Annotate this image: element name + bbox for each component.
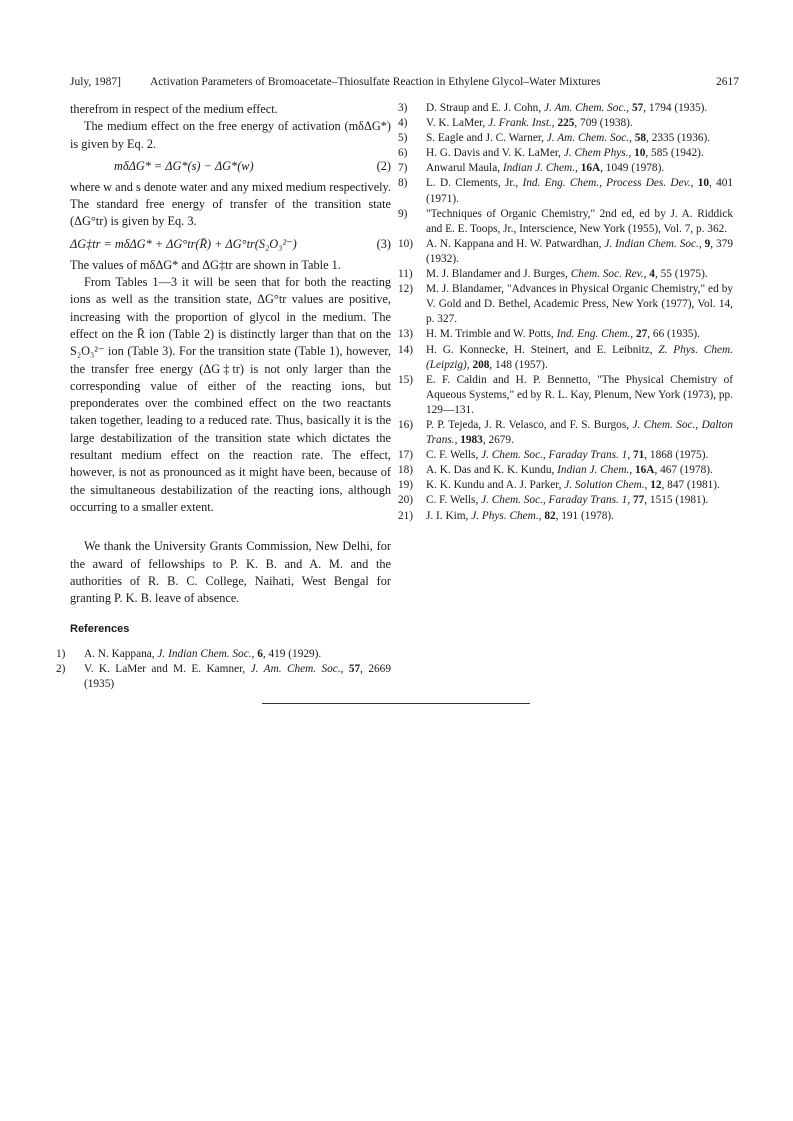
reference-authors: D. Straup and E. J. Cohn, (426, 102, 544, 114)
reference-entry (398, 267, 733, 282)
reference-volume: 16A (634, 464, 655, 477)
reference-volume: 9 (704, 237, 711, 250)
reference-pages-year: , 191 (1978). (555, 509, 614, 522)
reference-authors: "Techniques of Organic Chemistry," 2nd ed, ed by J. A. Riddick and E. E. Toops, Jr., Interscience, New York (1955), Vol. 7, p. 362. (426, 207, 733, 235)
page-number: 2617 (716, 76, 739, 88)
reference-authors: V. K. LaMer, (426, 117, 489, 130)
reference-volume: 77 (632, 494, 645, 507)
reference-pages-year: , 709 (1938). (574, 117, 633, 130)
reference-journal: J. Chem. Soc., Dalton Trans., (426, 418, 733, 447)
reference-pages-year: , 401 (1971). (426, 177, 734, 205)
reference-journal: J. Indian Chem. Soc., (604, 237, 705, 250)
reference-pages-year: , 1794 (1935). (643, 102, 708, 114)
equation-text: mδΔG* = ΔG*(s) − ΔG*(w) (114, 158, 254, 173)
reference-pages-year: , 467 (1978). (654, 464, 713, 477)
reference-authors: A. N. Kappana and H. W. Patwardhan, (426, 237, 605, 250)
reference-number: 16) (398, 418, 414, 431)
reference-entry (398, 282, 733, 327)
equation-number: (3) (376, 236, 391, 251)
reference-pages-year: , 2669 (1935) (84, 662, 391, 690)
reference-journal: J. Phys. Chem., (471, 509, 545, 522)
reference-entry (398, 463, 733, 478)
reference-entry (398, 146, 733, 161)
reference-number: 15) (398, 373, 414, 386)
reference-number: 6) (398, 147, 408, 160)
acknowledgment: We thank the University Grants Commission, New Delhi, for the award of fellowships to P. K. B. and A. M. and the authorities of R. B. C. College, Naihati, West Bengal for granting P. K. B. leave of absence. (70, 539, 391, 606)
body-paragraph: The medium effect on the free energy of activation (mδΔG*) is given by Eq. 2. (70, 119, 391, 151)
reference-authors: H. M. Trimble and W. Potts, (426, 328, 557, 341)
reference-authors: L. D. Clements, Jr., (426, 177, 523, 190)
reference-entry (398, 237, 733, 267)
reference-authors: K. K. Kundu and A. J. Parker, (426, 479, 565, 492)
reference-journal: Chem. Soc. Rev., (570, 268, 650, 281)
reference-number: 1) (56, 647, 66, 660)
reference-authors: M. J. Blandamer, "Advances in Physical Organic Chemistry," ed by V. Gold and D. Bethel, Academic Press, New York (1977), Vol. 14, p. 327. (426, 283, 733, 326)
reference-volume: 10 (634, 147, 646, 160)
reference-pages-year: , 2679. (482, 434, 514, 447)
equation-2 (70, 154, 391, 178)
reference-journal: J. Am. Chem. Soc., (250, 662, 349, 675)
reference-volume: 12 (650, 479, 662, 492)
equation-3 (70, 232, 391, 256)
reference-journal: J. Chem. Soc., Faraday Trans. 1, (481, 449, 633, 462)
body-paragraph: where w and s denote water and any mixed medium respectively. The standard free energy of transfer of the transition state (ΔG°tr) is given by Eq. 3. (70, 179, 391, 229)
reference-volume: 57 (348, 662, 361, 675)
reference-authors: H. G. Konnecke, H. Steinert, and E. Leibnitz, (426, 343, 659, 356)
reference-volume: 6 (257, 647, 263, 660)
reference-authors: A. N. Kappana, (84, 647, 158, 660)
reference-pages-year: , 66 (1935). (647, 328, 700, 341)
reference-entry (398, 418, 733, 448)
reference-volume: 82 (544, 509, 556, 522)
equation-number: (2) (376, 158, 391, 173)
reference-journal: J. Chem. Soc., Faraday Trans. 1, (481, 494, 633, 507)
reference-authors: V. K. LaMer and M. E. Kamner, (84, 662, 251, 675)
running-title: Activation Parameters of Bromoacetate–Thiosulfate Reaction in Ethylene Glycol–Water Mixtures (150, 76, 601, 88)
reference-volume: 71 (632, 449, 645, 462)
reference-pages-year: , 419 (1929). (262, 647, 322, 660)
reference-pages-year: , 585 (1942). (645, 147, 704, 160)
reference-number: 12) (398, 283, 414, 296)
reference-volume: 208 (472, 358, 490, 371)
reference-volume: 27 (635, 328, 648, 341)
reference-authors: A. K. Das and K. K. Kundu, (426, 464, 558, 477)
reference-authors: P. P. Tejeda, J. R. Velasco, and F. S. Burgos, (426, 418, 633, 431)
body-paragraph: therefrom in respect of the medium effect. (70, 102, 278, 116)
reference-pages-year: , 1049 (1978). (600, 162, 665, 175)
reference-journal: J. Indian Chem. Soc., (157, 647, 258, 660)
running-header (70, 75, 739, 89)
reference-pages-year: , 2335 (1936). (646, 132, 711, 145)
reference-pages-year: , 847 (1981). (661, 479, 720, 492)
reference-volume: 58 (634, 132, 647, 145)
reference-number: 2) (56, 662, 66, 675)
reference-number: 13) (398, 328, 414, 341)
reference-number: 5) (398, 132, 408, 145)
reference-volume: 1983 (460, 434, 483, 447)
reference-entry (398, 343, 733, 373)
reference-journal: Z. Phys. Chem. (Leipzig), (426, 343, 733, 371)
reference-number: 4) (398, 117, 408, 130)
reference-entry (398, 373, 733, 418)
reference-number: 7) (398, 162, 408, 175)
reference-number: 9) (398, 207, 408, 220)
reference-entry (398, 493, 733, 508)
reference-journal: Ind. Eng. Chem., Process Des. Dev., (522, 177, 698, 190)
reference-entry (56, 662, 391, 692)
reference-journal: J. Am. Chem. Soc., (546, 132, 635, 145)
reference-number: 10) (398, 237, 414, 250)
reference-volume: 4 (649, 268, 655, 281)
reference-entry (398, 101, 733, 116)
reference-number: 8) (398, 177, 408, 190)
body-paragraph: From Tables 1—3 it will be seen that for both the reacting ions as well as the transition state, ΔG°tr values are positive, increasing with the proportion of glycol in the medium. The effect on the R̄ ion (Table 2) is distinctly larger than that on the S₂O₃²⁻ ion (Table 3). For the transition state (Table 1), however, the transfer free energy (ΔG‡tr) is not only larger than the corresponding value of either of the reacting ions, but preponderates over the combined effect on the two reactants taken together, leading to a reduced rate. Thus, basically it is the large destabilization of the transition state which dictates the resultant medium effect on the reaction rate. The effect, however, is not as pronounced as it might have been, because of the simultaneous destabilization of the reacting ions, although occurring to a smaller extent. (70, 275, 391, 514)
end-rule (262, 703, 530, 704)
reference-entry (398, 448, 733, 463)
reference-volume: 57 (631, 102, 644, 114)
reference-journal: Indian J. Chem., (557, 464, 635, 477)
reference-pages-year: , 1868 (1975). (644, 449, 709, 462)
reference-journal: Ind. Eng. Chem., (556, 328, 636, 341)
reference-entry (398, 116, 733, 131)
reference-entry (398, 327, 733, 342)
reference-authors: H. G. Davis and V. K. LaMer, (426, 147, 564, 160)
reference-list-right (398, 101, 734, 524)
reference-authors: Anwarul Maula, (426, 162, 503, 175)
reference-entry (398, 131, 733, 146)
reference-pages-year: , 55 (1975). (654, 268, 708, 281)
body-paragraph: The values of mδΔG* and ΔG‡tr are shown in Table 1. (70, 257, 341, 272)
reference-journal: J. Frank. Inst., (488, 117, 558, 130)
reference-number: 20) (398, 494, 414, 507)
reference-pages-year: , 148 (1957). (489, 358, 548, 371)
reference-number: 14) (398, 343, 414, 356)
reference-entry (398, 207, 733, 237)
reference-entry (56, 647, 391, 662)
reference-authors: S. Eagle and J. C. Warner, (426, 132, 547, 145)
reference-number: 17) (398, 449, 414, 462)
header-date: July, 1987] (70, 76, 122, 88)
reference-pages-year: , 379 (1932). (426, 237, 733, 265)
reference-list-left (56, 647, 391, 692)
reference-journal: Indian J. Chem., (502, 162, 581, 175)
reference-authors: M. J. Blandamer and J. Burges, (426, 268, 571, 281)
reference-volume: 10 (697, 177, 709, 190)
reference-authors: J. I. Kim, (426, 509, 472, 522)
reference-number: 21) (398, 509, 414, 522)
references-heading: References (70, 623, 130, 636)
reference-number: 18) (398, 464, 414, 477)
reference-entry (398, 161, 733, 176)
reference-volume: 225 (557, 117, 575, 130)
reference-entry (398, 509, 733, 524)
reference-number: 19) (398, 479, 414, 492)
equation-text: ΔG‡tr = mδΔG* + ΔG°tr(R̄) + ΔG°tr(S₂O₃²⁻) (70, 236, 297, 251)
reference-journal: J. Am. Chem. Soc., (543, 102, 632, 114)
right-column (398, 101, 734, 524)
reference-volume: 16A (580, 162, 601, 175)
reference-entry (398, 176, 734, 206)
reference-authors: E. F. Caldin and H. P. Bennetto, "The Physical Chemistry of Aqueous Systems," ed by R. L. Kay, Plenum, New York (1973), pp. 129—131. (426, 373, 733, 416)
reference-authors: C. F. Wells, (426, 494, 482, 507)
reference-pages-year: , 1515 (1981). (644, 494, 709, 507)
reference-journal: J. Chem Phys., (563, 147, 635, 160)
left-column (56, 101, 391, 692)
reference-journal: J. Solution Chem., (564, 479, 651, 492)
reference-number: 11) (398, 268, 413, 281)
reference-entry (398, 478, 733, 493)
reference-number: 3) (398, 102, 408, 114)
reference-authors: C. F. Wells, (426, 449, 482, 462)
